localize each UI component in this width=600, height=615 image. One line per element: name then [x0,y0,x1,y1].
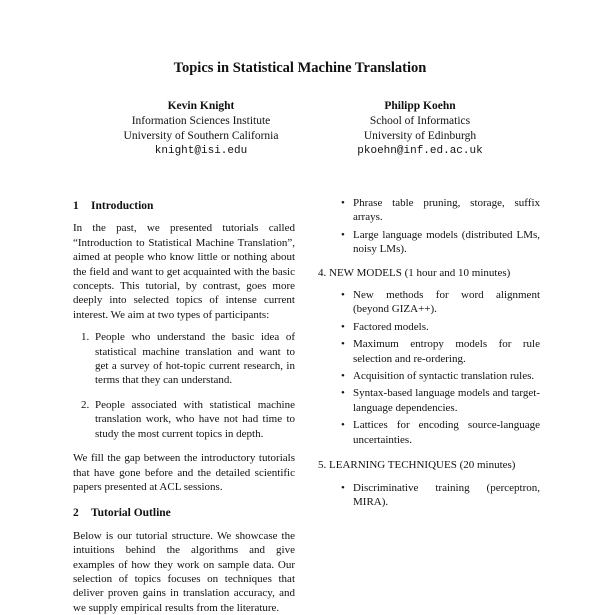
author-name: Philipp Koehn [384,100,456,112]
list-item-text: People associated with statistical machine translation work, who have not had time to study the most current topics in depth. [95,398,295,440]
bullet-icon: • [341,197,345,209]
bullet-list [318,196,540,257]
right-column [318,196,540,512]
bullet-item [341,369,540,383]
author-affiliation: School of Informatics [369,115,471,127]
bullet-item [341,337,540,366]
bullet-item [341,196,540,225]
section-title: Introduction [91,200,154,212]
bullet-item [341,288,540,317]
bullet-icon: • [341,338,345,351]
bullet-list [318,288,540,447]
bullet-item [341,320,540,334]
bullet-icon: • [341,370,345,383]
section-number: 1 [73,200,79,212]
bullet-text: Syntax-based language models and target-language dependencies. [353,387,540,414]
bullet-list [318,481,540,510]
author-block-koehn [290,99,550,159]
bullet-icon: • [341,228,345,241]
author-email: knight@isi.edu [154,145,248,157]
bullet-text: Maximum entropy models for rule selection and re-ordering. [353,338,540,365]
section-heading-tutorial-outline [73,506,295,520]
bullet-text: Acquisition of syntactic translation rules. [353,370,535,383]
author-email: pkoehn@inf.ed.ac.uk [357,145,483,157]
bullet-text: New methods for word alignment (beyond GIZA++). [353,289,540,316]
list-marker: 1. [81,331,90,344]
left-column [73,199,295,615]
bullet-icon: • [341,320,345,333]
bullet-text: Discriminative training (perceptron, MIRA). [353,481,540,508]
outline-paragraph: Below is our tutorial structure. We showcase the intuitions behind the algorithms and give examples of how they work on sample data. Our selection of topics focuses on techniques that deliver proven gains in translation accuracy, and we supply empirical results from the literature. [73,529,295,614]
bullet-item [341,386,540,415]
bullet-icon: • [341,289,345,302]
bullet-icon: • [341,419,345,432]
list-item [73,398,295,441]
bullet-text: Large language models (distributed LMs, noisy LMs). [353,228,540,256]
list-item [73,330,295,388]
bullet-item [341,481,540,510]
bullet-icon: • [341,387,345,400]
author-name: Kevin Knight [167,100,235,112]
section-heading-introduction [73,199,295,213]
bullet-item [341,228,540,257]
author-affiliation: University of Southern California [123,130,279,142]
outline-item-learning-techniques: 5. LEARNING TECHNIQUES (20 minutes) [318,459,516,472]
intro-paragraph: In the past, we presented tutorials called “Introduction to Statistical Machine Translation”, aimed at people who know little or nothing about the field and want to get acquainted with the basic concepts. This tutorial, by contrast, goes more deeply into selected topics of intense current interest. We aim at two types of participants: [73,222,295,321]
outline-item-new-models: 4. NEW MODELS (1 hour and 10 minutes) [318,266,511,279]
bullet-text: Phrase table pruning, storage, suffix arrays. [353,197,540,224]
paper-title: Topics in Statistical Machine Translation [173,60,427,76]
section-title: Tutorial Outline [91,507,171,520]
list-item-text: People who understand the basic idea of statistical machine translation and want to get a survey of hot-topic current research, in terms that they can understand. [95,331,295,387]
author-affiliation: Information Sciences Institute [131,115,271,127]
list-marker: 2. [81,398,90,411]
bullet-item [341,418,540,447]
audience-list [73,330,295,441]
section-number: 2 [73,507,79,520]
author-affiliation: University of Edinburgh [363,130,477,142]
bullet-icon: • [341,481,345,494]
intro-closing-paragraph: We fill the gap between the introductory tutorials that have gone before and the detailed scientific papers presented at ACL sessions. [73,452,295,493]
bullet-text: Lattices for encoding source-language uncertainties. [353,419,540,446]
bullet-text: Factored models. [353,320,429,333]
